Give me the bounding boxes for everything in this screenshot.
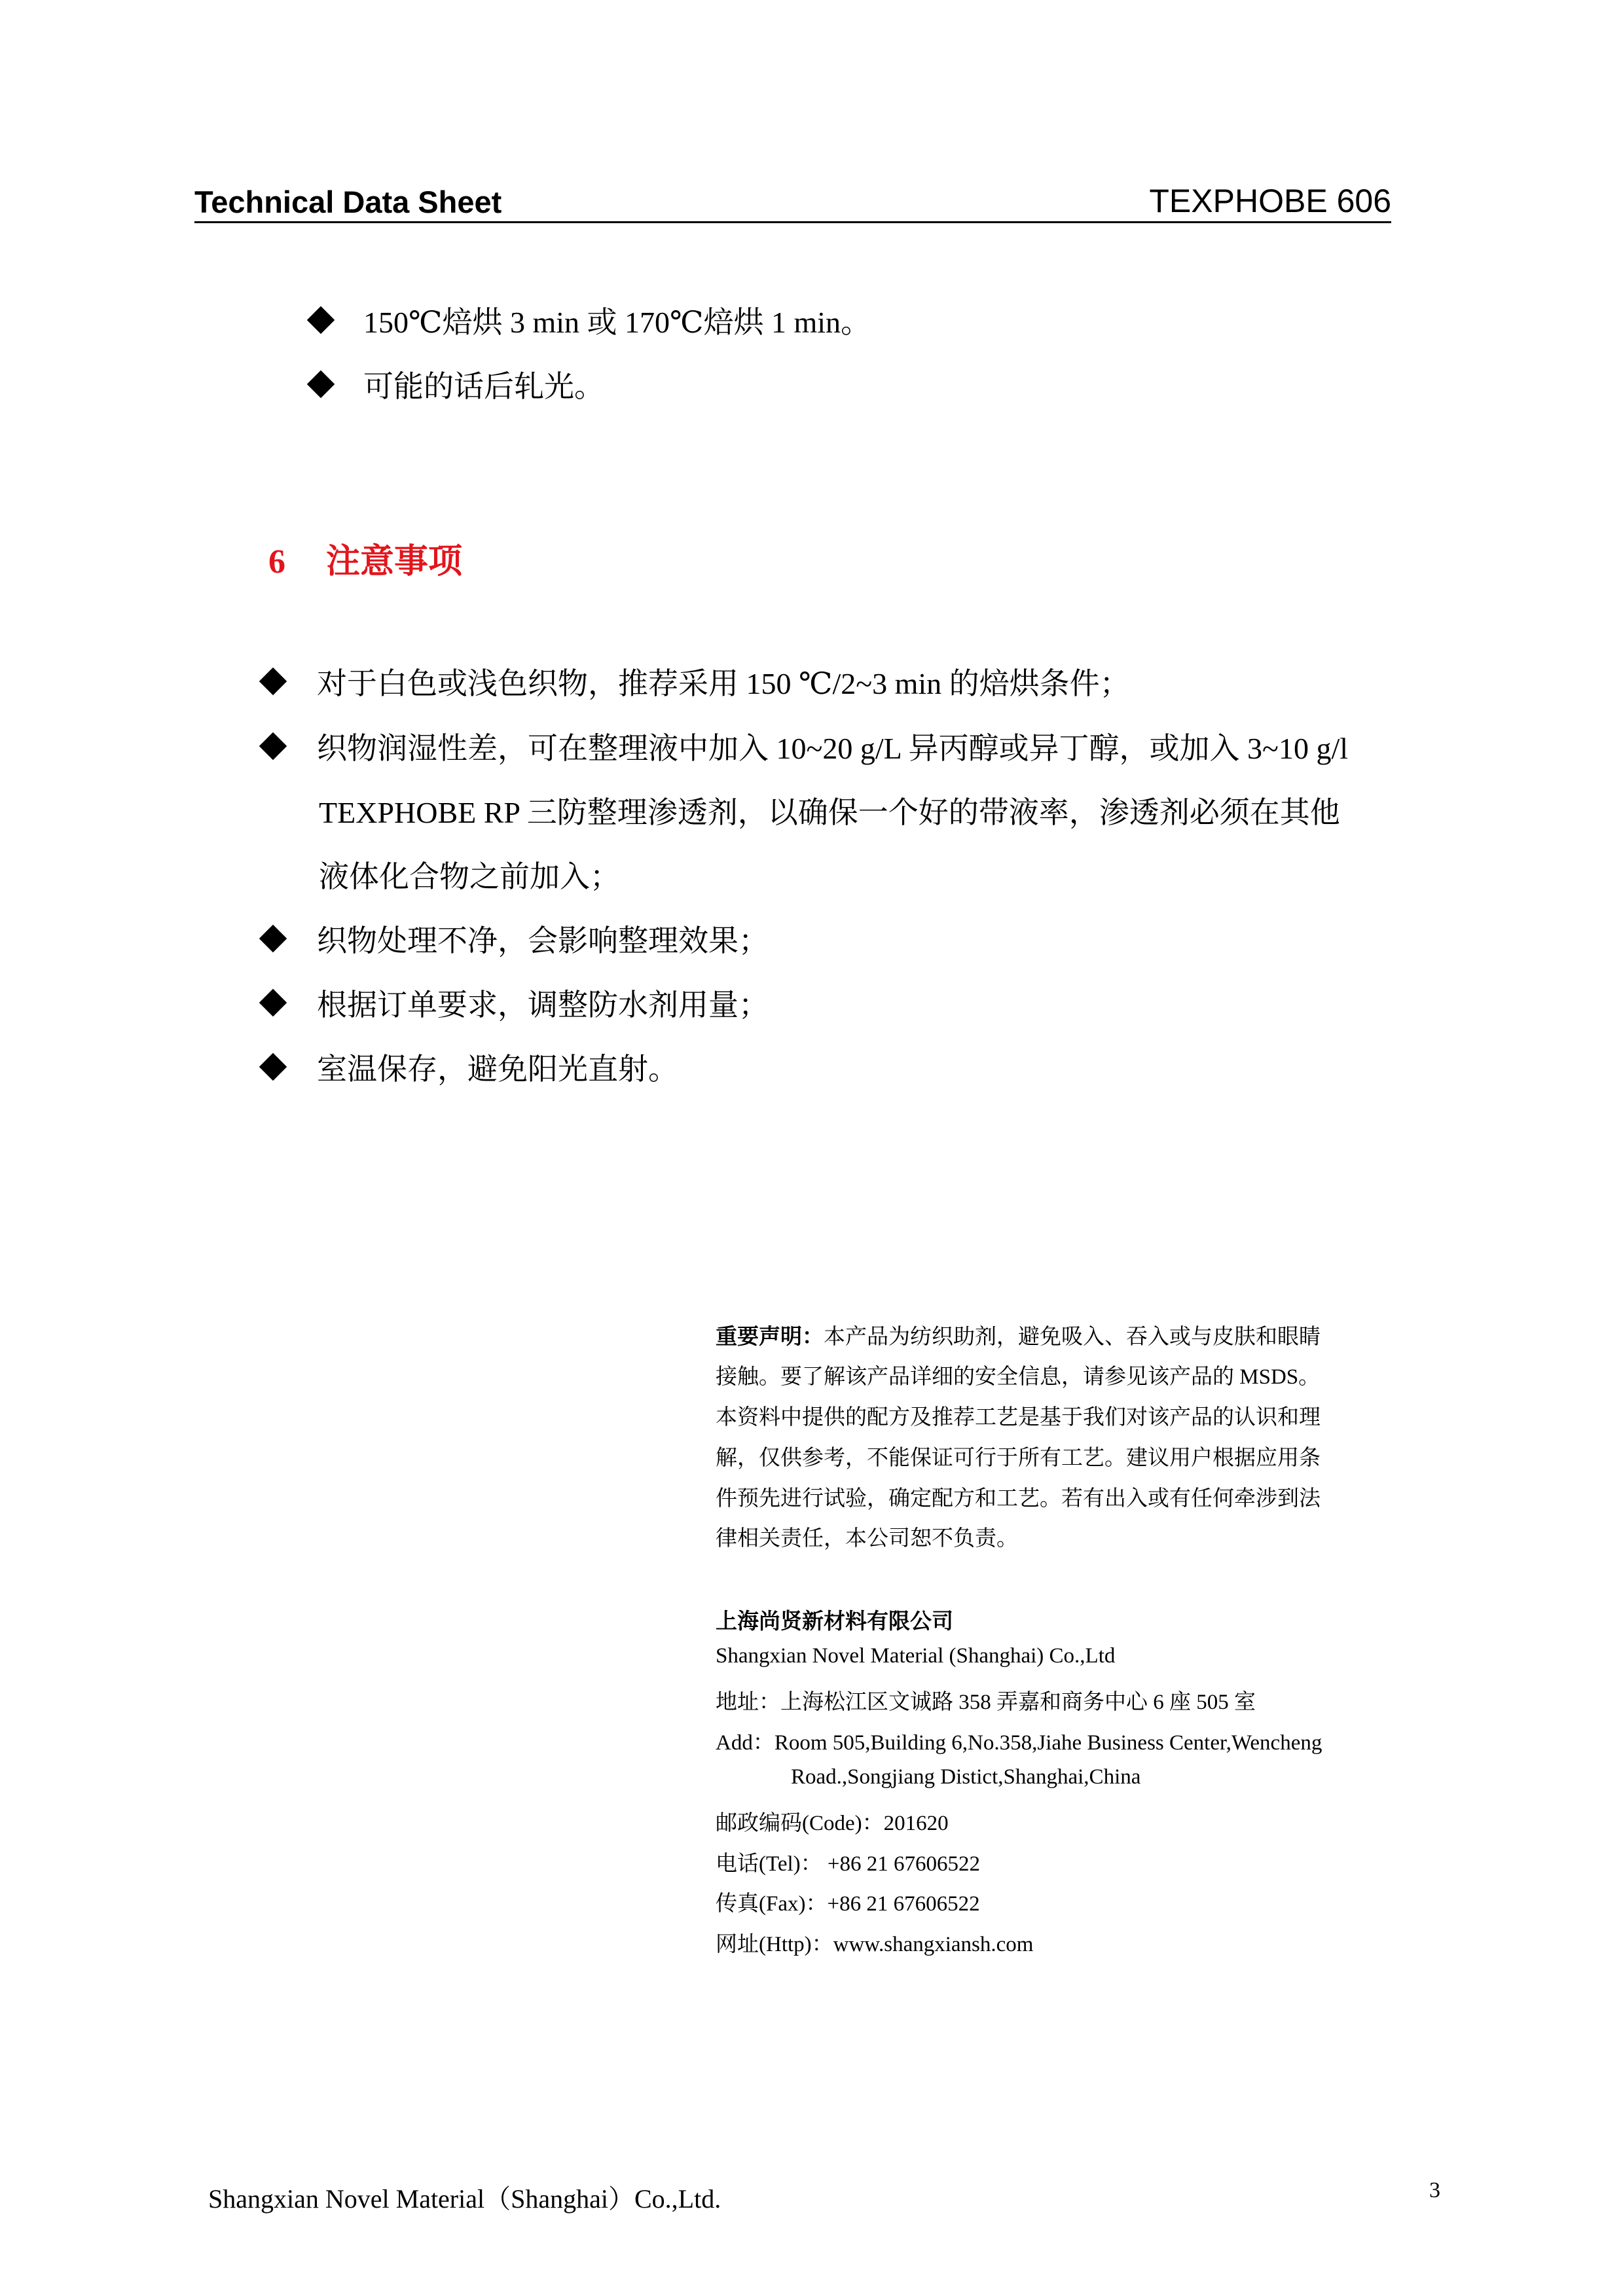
company-name-en: Shangxian Novel Material (Shanghai) Co.,Ltd <box>716 1644 1116 1668</box>
diamond-bullet-icon <box>259 925 287 952</box>
company-postcode: 邮政编码(Code)：201620 <box>716 1812 949 1835</box>
note-item: 织物润湿性差，可在整理液中加入 10~20 g/L 异丙醇或异丁醇，或加入 3~10 g/l <box>263 725 1348 768</box>
disclaimer-label: 重要声明： <box>716 1325 824 1349</box>
note-continuation-line: TEXPHOBE RP 三防整理渗透剂，以确保一个好的带液率，渗透剂必须在其他 <box>319 796 1340 829</box>
disclaimer-line: 件预先进行试验，确定配方和工艺。若有出入或有任何牵涉到法 <box>716 1487 1321 1511</box>
company-website: 网址(Http)：www.shangxiansh.com <box>716 1933 1034 1956</box>
process-step-item: 150℃焙烘 3 min 或 170℃焙烘 1 min。 <box>311 298 871 342</box>
product-name: TEXPHOBE 606 <box>1149 183 1391 219</box>
diamond-bullet-icon <box>307 370 335 398</box>
note-item: 织物处理不净，会影响整理效果； <box>263 917 769 960</box>
note-item: 对于白色或浅色织物，推荐采用 150 ℃/2~3 min 的焙烘条件； <box>263 660 1130 703</box>
footer-company: Shangxian Novel Material（Shanghai）Co.,Ltd. <box>208 2184 721 2214</box>
disclaimer-line: 解，仅供参考，不能保证可行于所有工艺。建议用户根据应用条 <box>716 1446 1321 1470</box>
section-title-text: 注意事项 <box>326 543 463 581</box>
diamond-bullet-icon <box>259 989 287 1016</box>
disclaimer-line: 律相关责任，本公司恕不负责。 <box>716 1527 1018 1551</box>
section-number: 6 <box>268 543 285 581</box>
note-item: 室温保存，避免阳光直射。 <box>263 1045 678 1088</box>
company-tel: 电话(Tel)： +86 21 67606522 <box>716 1852 981 1876</box>
disclaimer-line: 重要声明：本产品为纺织助剂，避免吸入、吞入或与皮肤和眼睛 <box>716 1325 1321 1349</box>
company-address-en: Add：Room 505,Building 6,No.358,Jiahe Business Center,Wencheng <box>716 1731 1322 1755</box>
process-step-item: 可能的话后轧光。 <box>311 363 604 406</box>
diamond-bullet-icon <box>259 732 287 760</box>
disclaimer-line: 本资料中提供的配方及推荐工艺是基于我们对该产品的认识和理 <box>716 1406 1321 1429</box>
company-fax: 传真(Fax)：+86 21 67606522 <box>716 1892 980 1916</box>
diamond-bullet-icon <box>259 1053 287 1081</box>
disclaimer-line: 接触。要了解该产品详细的安全信息，请参见该产品的 MSDS。 <box>716 1365 1321 1389</box>
company-address-en-cont: Road.,Songjiang Distict,Shanghai,China <box>791 1765 1141 1789</box>
section-heading <box>268 533 462 583</box>
page-number: 3 <box>1429 2178 1440 2202</box>
note-item: 根据订单要求，调整防水剂用量； <box>263 981 769 1024</box>
document-type-label: Technical Data Sheet <box>194 185 502 219</box>
diamond-bullet-icon <box>259 668 287 695</box>
company-name-cn: 上海尚贤新材料有限公司 <box>716 1610 953 1634</box>
page-header <box>194 178 1391 223</box>
note-continuation-line: 液体化合物之前加入； <box>319 860 620 893</box>
diamond-bullet-icon <box>307 306 335 334</box>
company-address-cn: 地址：上海松江区文诚路 358 弄嘉和商务中心 6 座 505 室 <box>716 1691 1256 1714</box>
